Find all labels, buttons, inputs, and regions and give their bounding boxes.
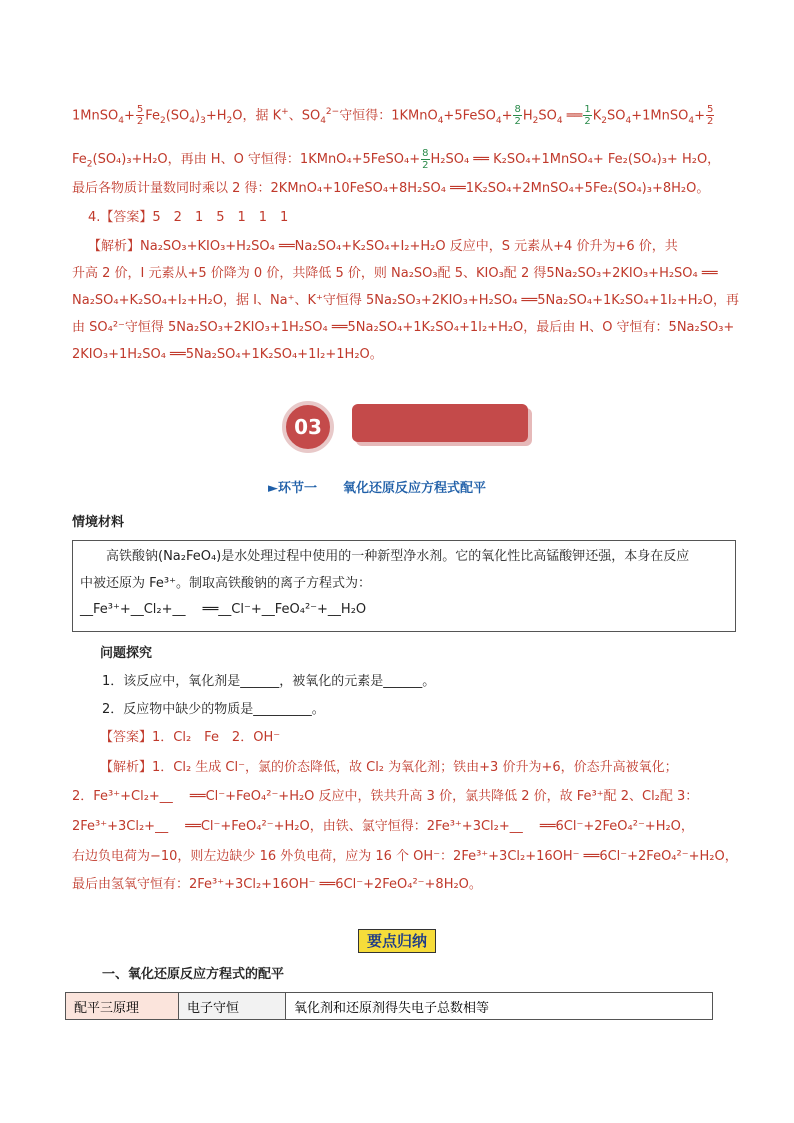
question-1: 1．该反应中，氧化剂是______，被氧化的元素是______。 — [102, 674, 436, 689]
inquiry-heading: 问题探究 — [100, 646, 153, 661]
answer-4: 4.【答案】5 2 1 5 1 1 1 — [88, 210, 289, 225]
scenario-heading: 情境材料 — [72, 515, 125, 530]
summary-subtitle: 一、氧化还原反应方程式的配平 — [102, 967, 285, 982]
analysis-line-4: 由 SO₄²⁻守恒得 5Na₂SO₃+2KIO₃+1H₂SO₄ ══5Na₂SO₄+1K₂SO₄+1I₂+H₂O，最后由 H、O 守恒有：5Na₂SO₃+ — [72, 320, 735, 335]
table-cell-electron-conservation: 电子守恒 — [179, 993, 286, 1020]
inquiry-analysis-1: 【解析】1．Cl₂ 生成 Cl⁻，氯的价态降低，故 Cl₂ 为氧化剂；铁由+3 价升为+6，价态升高被氧化； — [100, 760, 678, 775]
equation-line-2: $Fe_2(SO_4)_3+H_2O$，再由 H、O 守恒得：1KMnO₄+5FeSO₄+ $\frac{8}{2}$ H₂SO₄ ══ K₂SO₄+1MnSO₄+ Fe₂(SO₄)₃+ H₂O， — [72, 148, 721, 171]
inquiry-analysis-5: 最后由氢氧守恒有：2Fe³⁺+3Cl₂+16OH⁻ ══6Cl⁻+2FeO₄²⁻+8H₂O。 — [72, 877, 482, 892]
analysis-line-1: 【解析】Na₂SO₃+KIO₃+H₂SO₄ ══Na₂SO₄+K₂SO₄+I₂+H₂O 反应中，S 元素从+4 价升为+6 价，共 — [88, 239, 678, 254]
analysis-line-2: 升高 2 价，I 元素从+5 价降为 0 价，共降低 5 价，则 Na₂SO₃配 5、KIO₃配 2 得5Na₂SO₃+2KIO₃+H₂SO₄ ══ — [72, 266, 718, 281]
scenario-equation: __Fe³⁺+__Cl₂+__ ══__Cl⁻+__FeO₄²⁻+__H₂O — [80, 602, 367, 617]
analysis-line-3: Na₂SO₄+K₂SO₄+I₂+H₂O，据 I、Na⁺、K⁺守恒得 5Na₂SO₃+2KIO₃+H₂SO₄ ══5Na₂SO₄+1K₂SO₄+1I₂+H₂O，再 — [72, 293, 739, 308]
inquiry-analysis-4: 右边负电荷为−10，则左边缺少 16 外负电荷，应为 16 个 OH⁻：2Fe³⁺+3Cl₂+16OH⁻ ══6Cl⁻+2FeO₄²⁻+H₂O， — [72, 849, 738, 864]
section-number-badge: 03 — [282, 401, 334, 453]
summary-table — [65, 992, 713, 1020]
section-bar — [352, 404, 528, 442]
inquiry-analysis-2: 2．Fe³⁺+Cl₂+__ ══Cl⁻+FeO₄²⁻+H₂O 反应中，铁共升高 3 价，氯共降低 2 价，故 Fe³⁺配 2、Cl₂配 3： — [72, 789, 699, 804]
table-row — [66, 993, 713, 1020]
summary-title: 要点归纳 — [358, 929, 436, 953]
question-2: 2．反应物中缺少的物质是_________。 — [102, 702, 325, 717]
scenario-line-1: 高铁酸钠(Na₂FeO₄)是水处理过程中使用的一种新型净水剂。它的氧化性比高锰酸钾还强，本身在反应 — [80, 549, 690, 564]
table-cell-principles: 配平三原理 — [66, 993, 179, 1020]
inquiry-answer: 【答案】1．Cl₂ Fe 2．OH⁻ — [100, 730, 281, 745]
equation-line-1: 1MnSO$_4$+ $\frac{5}{2}$ $Fe_2(SO_4)_3+H_2O$，据 K+、$SO_4^{2-}$守恒得：1KMnO$_4$+5FeSO$_4$+ $\frac{8}{2}$ $H_2SO_4$ ══ $\frac{1}{2}$ $K_2SO_4+1MnSO_4+$ $\frac{5}{2}$ — [72, 104, 714, 128]
analysis-line-5: 2KIO₃+1H₂SO₄ ══5Na₂SO₄+1K₂SO₄+1I₂+1H₂O。 — [72, 347, 383, 362]
equation-line-3: 最后各物质计量数同时乘以 2 得：2KMnO₄+10FeSO₄+8H₂SO₄ ══1K₂SO₄+2MnSO₄+5Fe₂(SO₄)₃+8H₂O。 — [72, 181, 710, 196]
scenario-line-2: 中被还原为 Fe³⁺。制取高铁酸钠的离子方程式为： — [80, 576, 371, 591]
table-cell-description: 氧化剂和还原剂得失电子总数相等 — [286, 993, 713, 1020]
inquiry-analysis-3: 2Fe³⁺+3Cl₂+__ ══Cl⁻+FeO₄²⁻+H₂O，由铁、氯守恒得：2Fe³⁺+3Cl₂+__ ══6Cl⁻+2FeO₄²⁻+H₂O， — [72, 819, 694, 834]
section-title: ►环节一 氧化还原反应方程式配平 — [268, 481, 486, 496]
